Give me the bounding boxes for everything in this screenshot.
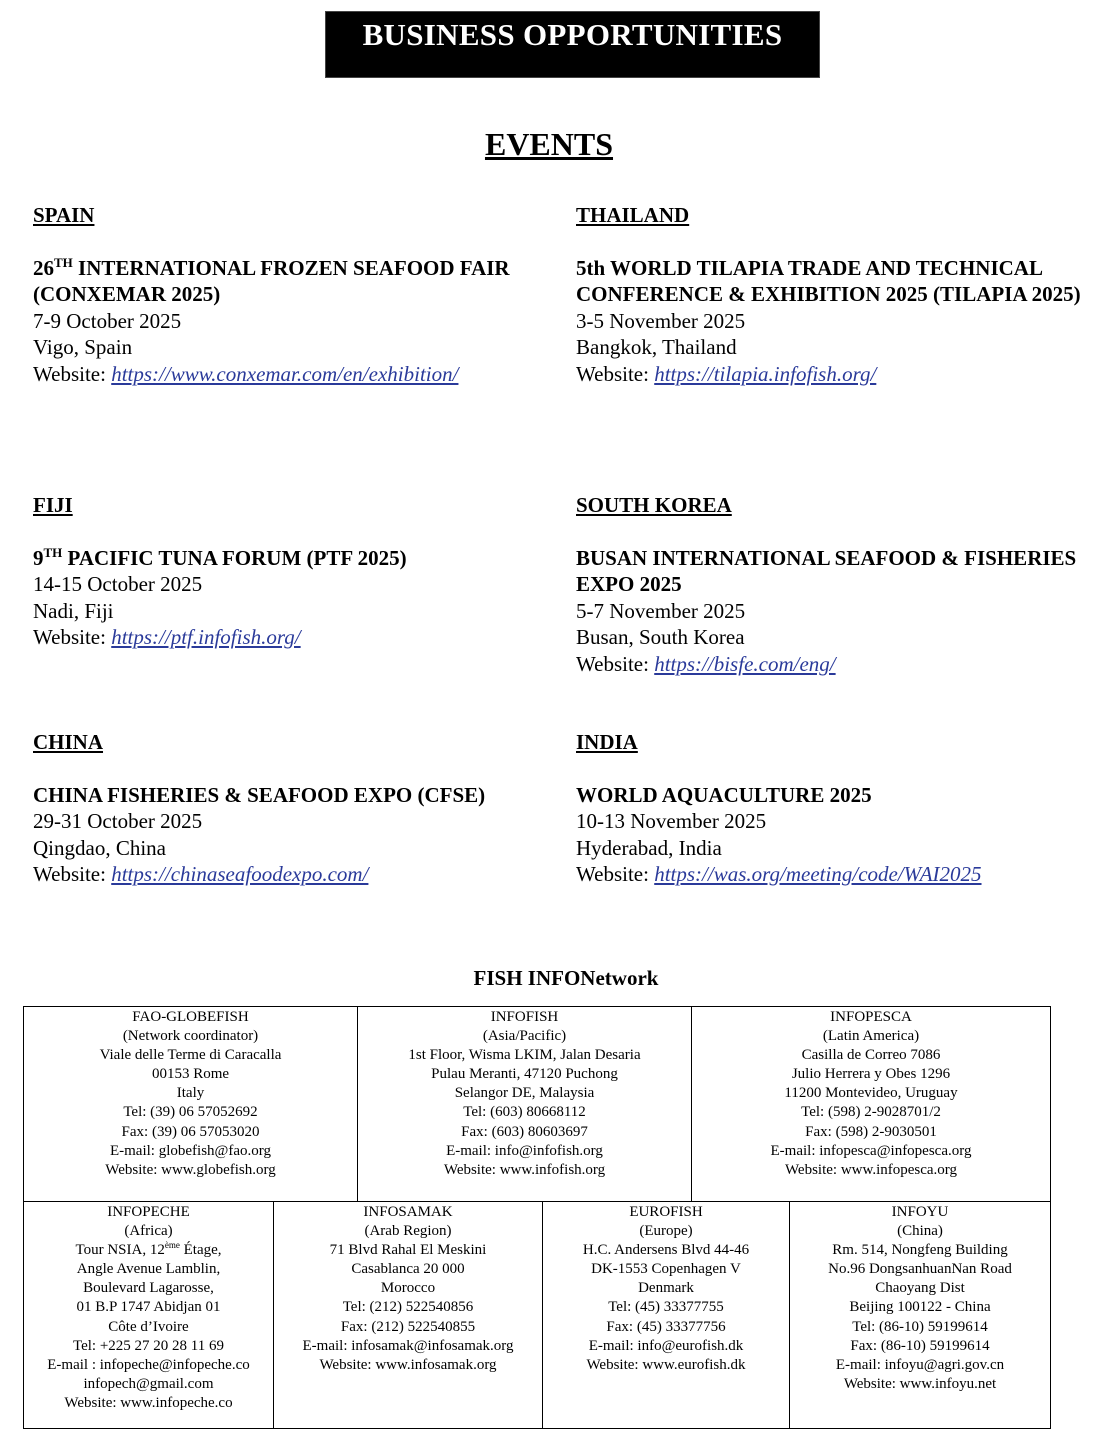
event-thailand (576, 202, 1096, 387)
office-tel: Tel: (598) 2-9028701/2 (801, 1104, 941, 1121)
office-website[interactable]: Website: www.infosamak.org (319, 1356, 497, 1373)
office-region: (Latin America) (822, 1028, 920, 1045)
office-tel: Tel: (86-10) 59199614 (852, 1318, 988, 1335)
office-fax: Fax: (45) 33377756 (606, 1318, 726, 1335)
office-tel: Tel: (39) 06 57052692 (123, 1104, 258, 1121)
event-place: Bangkok, Thailand (576, 335, 737, 359)
office-name: INFOYU (891, 1204, 949, 1220)
event-name: 26TH INTERNATIONAL FROZEN SEAFOOD FAIR (CONXEMAR 2025) (33, 254, 510, 306)
network-title: FISH INFONetwork (473, 966, 659, 990)
office-website[interactable]: Website: www.eurofish.dk (586, 1356, 746, 1373)
event-fiji (33, 492, 553, 651)
office-tel: Tel: (603) 80668112 (463, 1104, 586, 1121)
event-name: 9TH PACIFIC TUNA FORUM (PTF 2025) (33, 544, 407, 570)
office-email-alt[interactable]: infopech@gmail.com (83, 1375, 214, 1392)
event-spain (33, 202, 553, 387)
event-place: Vigo, Spain (33, 335, 133, 359)
event-country: SPAIN (33, 203, 95, 227)
office-address: Casablanca 20 000 (351, 1261, 465, 1278)
event-dates: 3-5 November 2025 (576, 308, 746, 333)
office-region: (Network coordinator) (122, 1028, 259, 1045)
office-address: 71 Blvd Rahal El Meskini (329, 1242, 487, 1259)
office-address: Julio Herrera y Obes 1296 (791, 1066, 951, 1083)
office-name: INFOPESCA (830, 1009, 912, 1025)
event-website: Website: https://chinaseafoodexpo.com/ (33, 862, 369, 886)
office-region: (Europe) (639, 1223, 693, 1240)
event-country: CHINA (33, 730, 104, 754)
banner-title: BUSINESS OPPORTUNITIES (362, 17, 783, 52)
event-dates: 29-31 October 2025 (33, 809, 203, 833)
event-website-link[interactable]: https://was.org/meeting/code/WAI2025 (654, 862, 982, 886)
office-address: Tour NSIA, 12ème Étage, (75, 1240, 222, 1259)
office-email[interactable]: E-mail: info@eurofish.dk (588, 1337, 744, 1354)
office-infopesca (691, 1006, 1051, 1202)
office-address: 1st Floor, Wisma LKIM, Jalan Desaria (408, 1047, 641, 1064)
office-website[interactable]: Website: www.infofish.org (443, 1161, 606, 1178)
office-tel: Tel: (45) 33377755 (608, 1299, 724, 1316)
office-address: Denmark (638, 1280, 694, 1297)
event-website-link[interactable]: https://tilapia.infofish.org/ (654, 361, 877, 386)
event-country: FIJI (33, 493, 73, 517)
event-website: Website: https://bisfe.com/eng/ (576, 651, 836, 676)
event-dates: 14-15 October 2025 (33, 572, 203, 596)
office-email[interactable]: E-mail: infoyu@agri.gov.cn (835, 1356, 1005, 1373)
office-website[interactable]: Website: www.infopeche.co (64, 1394, 233, 1411)
office-address: Chaoyang Dist (875, 1280, 965, 1297)
event-country: SOUTH KOREA (576, 493, 732, 517)
office-address: 01 B.P 1747 Abidjan 01 (76, 1299, 221, 1316)
office-address: Boulevard Lagarosse, (83, 1280, 214, 1297)
office-address: Italy (176, 1085, 205, 1102)
office-infofish (357, 1006, 692, 1202)
event-place: Qingdao, China (33, 835, 166, 860)
office-name: INFOPECHE (107, 1204, 190, 1220)
event-dates: 10-13 November 2025 (576, 809, 767, 833)
office-region: (Asia/Pacific) (482, 1028, 567, 1045)
office-infopeche (23, 1201, 274, 1429)
event-website: Website: https://was.org/meeting/code/WAI2025 (576, 862, 982, 886)
office-name: EUROFISH (629, 1204, 703, 1220)
office-address: Selangor DE, Malaysia (454, 1085, 595, 1102)
office-email[interactable]: E-mail: info@infofish.org (446, 1142, 603, 1159)
event-dates: 7-9 October 2025 (33, 308, 182, 333)
event-website-link[interactable]: https://chinaseafoodexpo.com/ (111, 862, 369, 886)
office-address: Pulau Meranti, 47120 Puchong (431, 1066, 618, 1083)
event-name: WORLD AQUACULTURE 2025 (576, 782, 872, 807)
office-fax: Fax: (39) 06 57053020 (121, 1123, 260, 1140)
office-address: Angle Avenue Lamblin, (76, 1261, 221, 1278)
office-address: DK-1553 Copenhagen V (591, 1261, 741, 1278)
office-email[interactable]: E-mail: infopesca@infopesca.org (770, 1142, 972, 1159)
office-infosamak (273, 1201, 543, 1429)
event-india (576, 729, 1096, 888)
header-banner (325, 11, 820, 78)
event-website: Website: https://ptf.infofish.org/ (33, 625, 301, 649)
office-fax: Fax: (603) 80603697 (461, 1123, 588, 1140)
event-china (33, 729, 553, 888)
office-eurofish (542, 1201, 790, 1429)
office-address: No.96 DongsanhuanNan Road (828, 1261, 1012, 1278)
office-region: (China) (897, 1223, 943, 1240)
office-tel: Tel: +225 27 20 28 11 69 (72, 1337, 224, 1354)
event-name: 5th WORLD TILAPIA TRADE AND TECHNICAL CONFERENCE & EXHIBITION 2025 (TILAPIA 2025) (576, 255, 1081, 306)
event-place: Hyderabad, India (576, 835, 722, 860)
event-place: Busan, South Korea (576, 625, 745, 649)
event-country: THAILAND (576, 203, 690, 227)
event-place: Nadi, Fiji (33, 598, 114, 623)
office-fax: Fax: (86-10) 59199614 (850, 1337, 990, 1354)
office-email[interactable]: E-mail: infosamak@infosamak.org (302, 1337, 514, 1354)
office-fax: Fax: (212) 522540855 (340, 1318, 476, 1335)
office-website[interactable]: Website: www.globefish.org (105, 1161, 276, 1178)
office-address: 00153 Rome (151, 1066, 230, 1083)
event-name: BUSAN INTERNATIONAL SEAFOOD & FISHERIES EXPO 2025 (576, 545, 1077, 596)
event-dates: 5-7 November 2025 (576, 598, 746, 623)
office-email[interactable]: E-mail : infopeche@infopeche.co (47, 1356, 250, 1373)
office-website[interactable]: Website: www.infopesca.org (784, 1161, 958, 1178)
event-name: CHINA FISHERIES & SEAFOOD EXPO (CFSE) (33, 782, 486, 807)
event-website-link[interactable]: https://ptf.infofish.org/ (111, 625, 301, 649)
office-address: Beijing 100122 - China (849, 1299, 991, 1316)
office-email[interactable]: E-mail: globefish@fao.org (109, 1142, 271, 1159)
office-address: 11200 Montevideo, Uruguay (784, 1085, 958, 1102)
office-region: (Arab Region) (364, 1223, 452, 1240)
event-south-korea (576, 492, 1096, 677)
event-website: Website: https://www.conxemar.com/en/exhibition/ (33, 361, 459, 386)
office-address: Morocco (380, 1280, 436, 1297)
event-website-link[interactable]: https://www.conxemar.com/en/exhibition/ (111, 361, 459, 386)
office-name: FAO-GLOBEFISH (132, 1009, 249, 1025)
event-website-link[interactable]: https://bisfe.com/eng/ (654, 651, 836, 676)
office-infoyu (789, 1201, 1051, 1429)
event-country: INDIA (576, 730, 638, 754)
office-address: H.C. Andersens Blvd 44-46 (582, 1242, 750, 1259)
office-address: Casilla de Correo 7086 (801, 1047, 941, 1064)
office-fax: Fax: (598) 2-9030501 (805, 1123, 937, 1140)
office-address: Viale delle Terme di Caracalla (99, 1047, 282, 1064)
office-address: Côte d’Ivoire (108, 1318, 189, 1335)
office-region: (Africa) (124, 1223, 173, 1240)
events-heading: EVENTS (484, 126, 614, 162)
office-name: INFOFISH (490, 1009, 559, 1025)
office-tel: Tel: (212) 522540856 (342, 1299, 474, 1316)
office-fao-globefish (23, 1006, 358, 1202)
event-website: Website: https://tilapia.infofish.org/ (576, 361, 877, 386)
office-website[interactable]: Website: www.infoyu.net (843, 1375, 997, 1392)
office-address: Rm. 514, Nongfeng Building (832, 1242, 1008, 1259)
office-name: INFOSAMAK (363, 1204, 453, 1220)
